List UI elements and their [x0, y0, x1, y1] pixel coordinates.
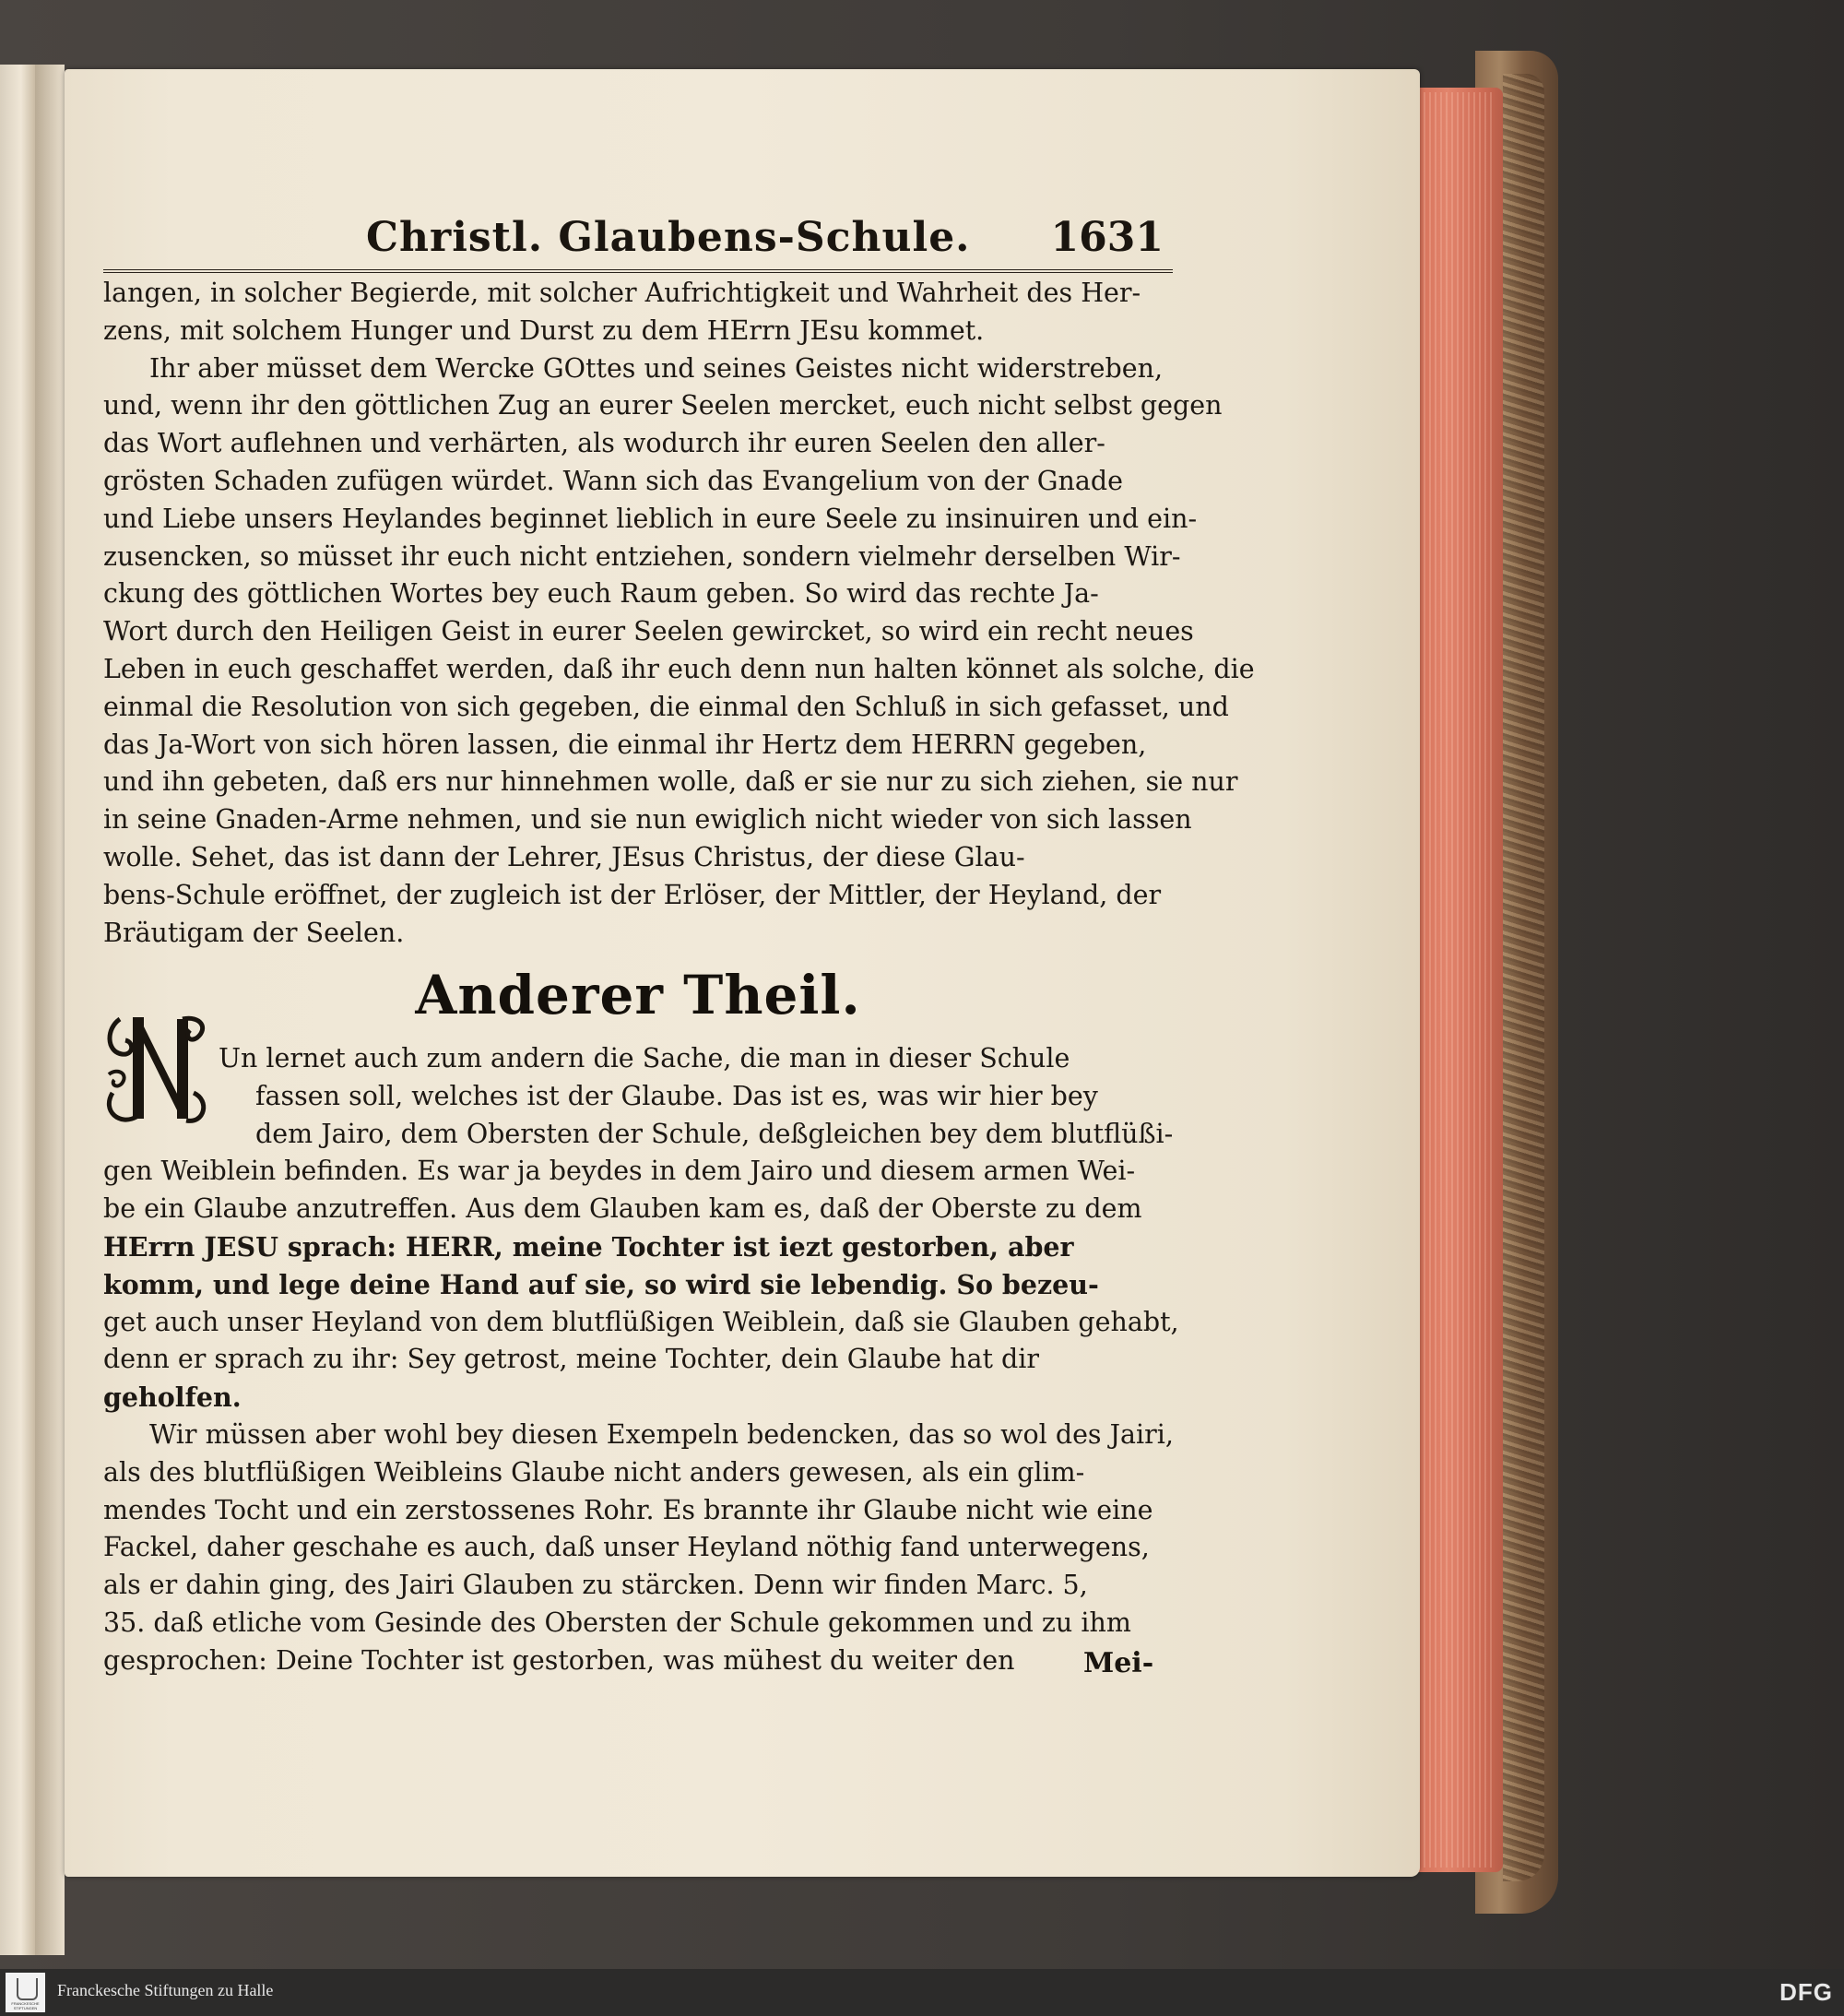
text-line: Un lernet auch zum andern die Sache, die man in dieser Schule	[219, 1043, 1070, 1073]
text-line: und ihn gebeten, daß ers nur hinnehmen wolle, daß er sie nur zu sich ziehen, sie nur	[103, 766, 1238, 798]
text-line: langen, in solcher Begierde, mit solcher Aufrichtigkeit und Wahrheit des Her-	[103, 278, 1141, 308]
text-line: bens-Schule eröffnet, der zugleich ist der Erlöser, der Mittler, der Heyland, der	[103, 879, 1162, 910]
text-line: Leben in euch geschaffet werden, daß ihr euch denn nun halten könnet als solche, die	[103, 653, 1255, 684]
text-line: in seine Gnaden-Arme nehmen, und sie nun ewiglich nicht wieder von sich lassen	[103, 804, 1192, 836]
text-line: gesprochen: Deine Tochter ist gestorben, was mühest du weiter den	[103, 1644, 1015, 1676]
shield-icon	[17, 1978, 38, 2000]
text-line: dem Jairo, dem Obersten der Schule, deßgleichen bey dem blutflüßi-	[255, 1118, 1174, 1149]
text-line: denn er sprach zu ihr: Sey getrost, meine Tochter, dein Glaube hat dir	[103, 1344, 1039, 1375]
text-line: be ein Glaube anzutreffen. Aus dem Glauben kam es, daß der Oberste zu dem	[103, 1193, 1142, 1225]
text-line: zens, mit solchem Hunger und Durst zu dem HErrn JEsu kommet.	[103, 314, 985, 346]
section-heading: Anderer Theil.	[415, 964, 861, 1026]
text-line: wolle. Sehet, das ist dann der Lehrer, JEsus Christus, der diese Glau-	[103, 841, 1025, 872]
paragraph-1	[103, 275, 1255, 952]
text-line: Wir müssen aber wohl bey diesen Exempeln bedencken, das so wol des Jairi,	[149, 1418, 1174, 1450]
paragraph-2	[103, 1040, 1179, 1680]
text-line: Wort durch den Heiligen Geist in eurer Seelen gewircket, so wird ein recht neues	[103, 616, 1194, 647]
text-line: als des blutflüßigen Weibleins Glaube nicht anders gewesen, als ein glim-	[103, 1456, 1085, 1488]
dfg-logo[interactable]: DFG	[1779, 1978, 1833, 2006]
text-line: das Ja-Wort von sich hören lassen, die einmal ihr Hertz dem HERRN gegeben,	[103, 729, 1147, 760]
running-header	[103, 205, 1173, 273]
text-line: grösten Schaden zufügen würdet. Wann sich das Evangelium von der Gnade	[103, 465, 1123, 496]
text-line: zusencken, so müsset ihr euch nicht entziehen, sondern vielmehr derselben Wir-	[103, 540, 1181, 572]
text-line: Ihr aber müsset dem Wercke GOttes und seines Geistes nicht widerstreben,	[149, 352, 1164, 384]
text-line: geholfen.	[103, 1382, 242, 1414]
text-line: einmal die Resolution von sich gegeben, die einmal den Schluß in sich gefasset, und	[103, 691, 1229, 722]
text-line: als er dahin ging, des Jairi Glauben zu stärcken. Denn wir finden Marc. 5,	[103, 1570, 1088, 1601]
text-line: get auch unser Heyland von dem blutflüßigen Weiblein, daß sie Glauben gehabt,	[103, 1306, 1179, 1337]
previous-page-edge	[0, 65, 37, 1955]
page-number: 1631	[1050, 214, 1164, 261]
text-line: gen Weiblein befinden. Es war ja beydes in dem Jairo und diesem armen Wei-	[103, 1156, 1136, 1187]
text-line: und Liebe unsers Heylandes beginnet lieblich in eure Seele zu insinuiren und ein-	[103, 503, 1198, 534]
institution-name[interactable]: Franckesche Stiftungen zu Halle	[57, 1981, 274, 1999]
institution-logo-icon[interactable]	[6, 1973, 45, 2012]
cover-marbling	[1503, 74, 1544, 1881]
text-line: fassen soll, welches ist der Glaube. Das ist es, was wir hier bey	[255, 1080, 1098, 1111]
text-line: das Wort auflehnen und verhärten, als wodurch ihr euren Seelen den aller-	[103, 428, 1105, 459]
running-title: Christl. Glaubens-Schule.	[366, 214, 971, 261]
text-line: Bräutigam der Seelen.	[103, 917, 405, 948]
catchword: Mei-	[1083, 1647, 1154, 1679]
text-line: mendes Tocht und ein zerstossenes Rohr. Es brannte ihr Glaube nicht wie eine	[103, 1494, 1153, 1525]
viewer-footer	[0, 1969, 1844, 2016]
gutter	[35, 65, 65, 1955]
logo-text: FRANCKESCHE STIFTUNGEN	[11, 2001, 40, 2010]
text-line: 35. daß etliche vom Gesinde des Obersten der Schule gekommen und zu ihm	[103, 1607, 1131, 1638]
text-line: HErrn JESU sprach: HERR, meine Tochter ist iezt gestorben, aber	[103, 1230, 1074, 1263]
text-line: ckung des göttlichen Wortes bey euch Raum geben. So wird das rechte Ja-	[103, 578, 1099, 610]
text-line: komm, und lege deine Hand auf sie, so wird sie lebendig. So bezeu-	[103, 1268, 1099, 1300]
text-line: und, wenn ihr den göttlichen Zug an eurer Seelen mercket, euch nicht selbst gegen	[103, 390, 1223, 421]
text-line: Fackel, daher geschahe es auch, daß unser Heyland nöthig fand unterwegens,	[103, 1532, 1150, 1563]
